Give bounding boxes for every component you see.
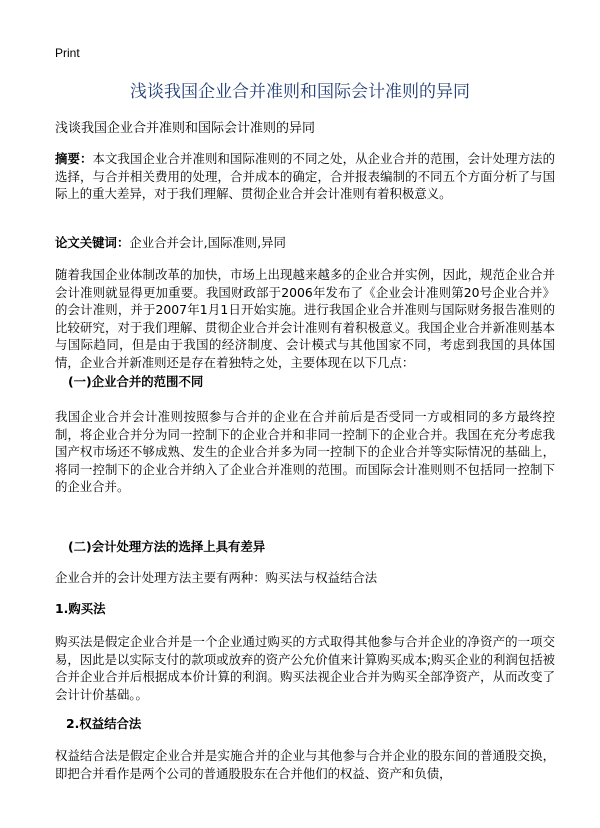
section-body-method: 企业合并的会计处理方法主要有两种：购买法与权益结合法	[55, 570, 378, 585]
section-heading-method: (二)会计处理方法的选择上具有差异	[68, 539, 266, 554]
print-label[interactable]: Print	[55, 46, 80, 60]
section-body-scope: 我国企业合并会计准则按照参与合并的企业在合并前后是否受同一方或相同的多方最终控制，将企业合并分为同一控制下的企业合并和非同一控制下的企业合并。我国在充分考虑我国产权市场还不够成熟、发生的企业合并多为同一控制下的企业合并等实际情况的基础上，将同一控制下的企业合并纳入了企业合并准则的范围。而国际会计准则则不包括同一控制下的企业合并。	[55, 409, 555, 495]
subsection-heading-purchase: 1.购买法	[55, 601, 106, 616]
page-title: 浅谈我国企业合并准则和国际会计准则的异同	[130, 82, 470, 102]
subsection-body-purchase: 购买法是假定企业合并是一个企业通过购买的方式取得其他参与合并企业的净资产的一项交易，因此是以实际支付的款项或放弃的资产公允价值来计算购买成本;购买企业的利润包括被合并企业合并后根据成本价计算的利润。购买法视企业合并为购买全部净资产，从而改变了会计计价基础。。	[55, 634, 555, 702]
abstract-paragraph	[55, 150, 555, 203]
keywords-text: 企业合并会计,国际准则,异同	[129, 235, 286, 250]
abstract-text: 本文我国企业合并准则和国际准则的不同之处，从企业合并的范围，会计处理方法的选择，与合并相关费用的处理，合并成本的确定，合并报表编制的不同五个方面分析了与国际上的重大差异，对于我们理解、贯彻企业合并会计准则有着积极意义。	[55, 151, 556, 202]
article-subtitle: 浅谈我国企业合并准则和国际会计准则的异同	[55, 121, 316, 136]
subsection-body-pooling: 权益结合法是假定企业合并是实施合并的企业与其他参与合并企业的股东间的普通股交换，即把合并看作是两个公司的普通股股东在合并他们的权益、资产和负债，	[55, 748, 555, 781]
section-heading-scope: (一)企业合并的范围不同	[68, 374, 204, 389]
abstract-label: 摘要：	[55, 151, 93, 166]
keywords-label: 论文关键词：	[55, 235, 130, 250]
keywords-paragraph	[55, 234, 555, 252]
subsection-heading-pooling: 2.权益结合法	[66, 716, 142, 731]
intro-paragraph: 随着我国企业体制改革的加快，市场上出现越来越多的企业合并实例，因此，规范企业合并会计准则就显得更加重要。我国财政部于2006年发布了《企业会计准则第20号企业合并》的会计准则，并于2007年1月1日开始实施。进行我国企业合并准则与国际财务报告准则的比较研究，对于我们理解、贯彻企业合并会计准则有着积极意义。我国企业合并新准则基本与国际趋同，但是由于我国的经济制度、会计模式与其他国家不同，考虑到我国的具体国情，企业合并新准则还是存在着独特之处，主要体现在以下几点：	[55, 267, 555, 370]
